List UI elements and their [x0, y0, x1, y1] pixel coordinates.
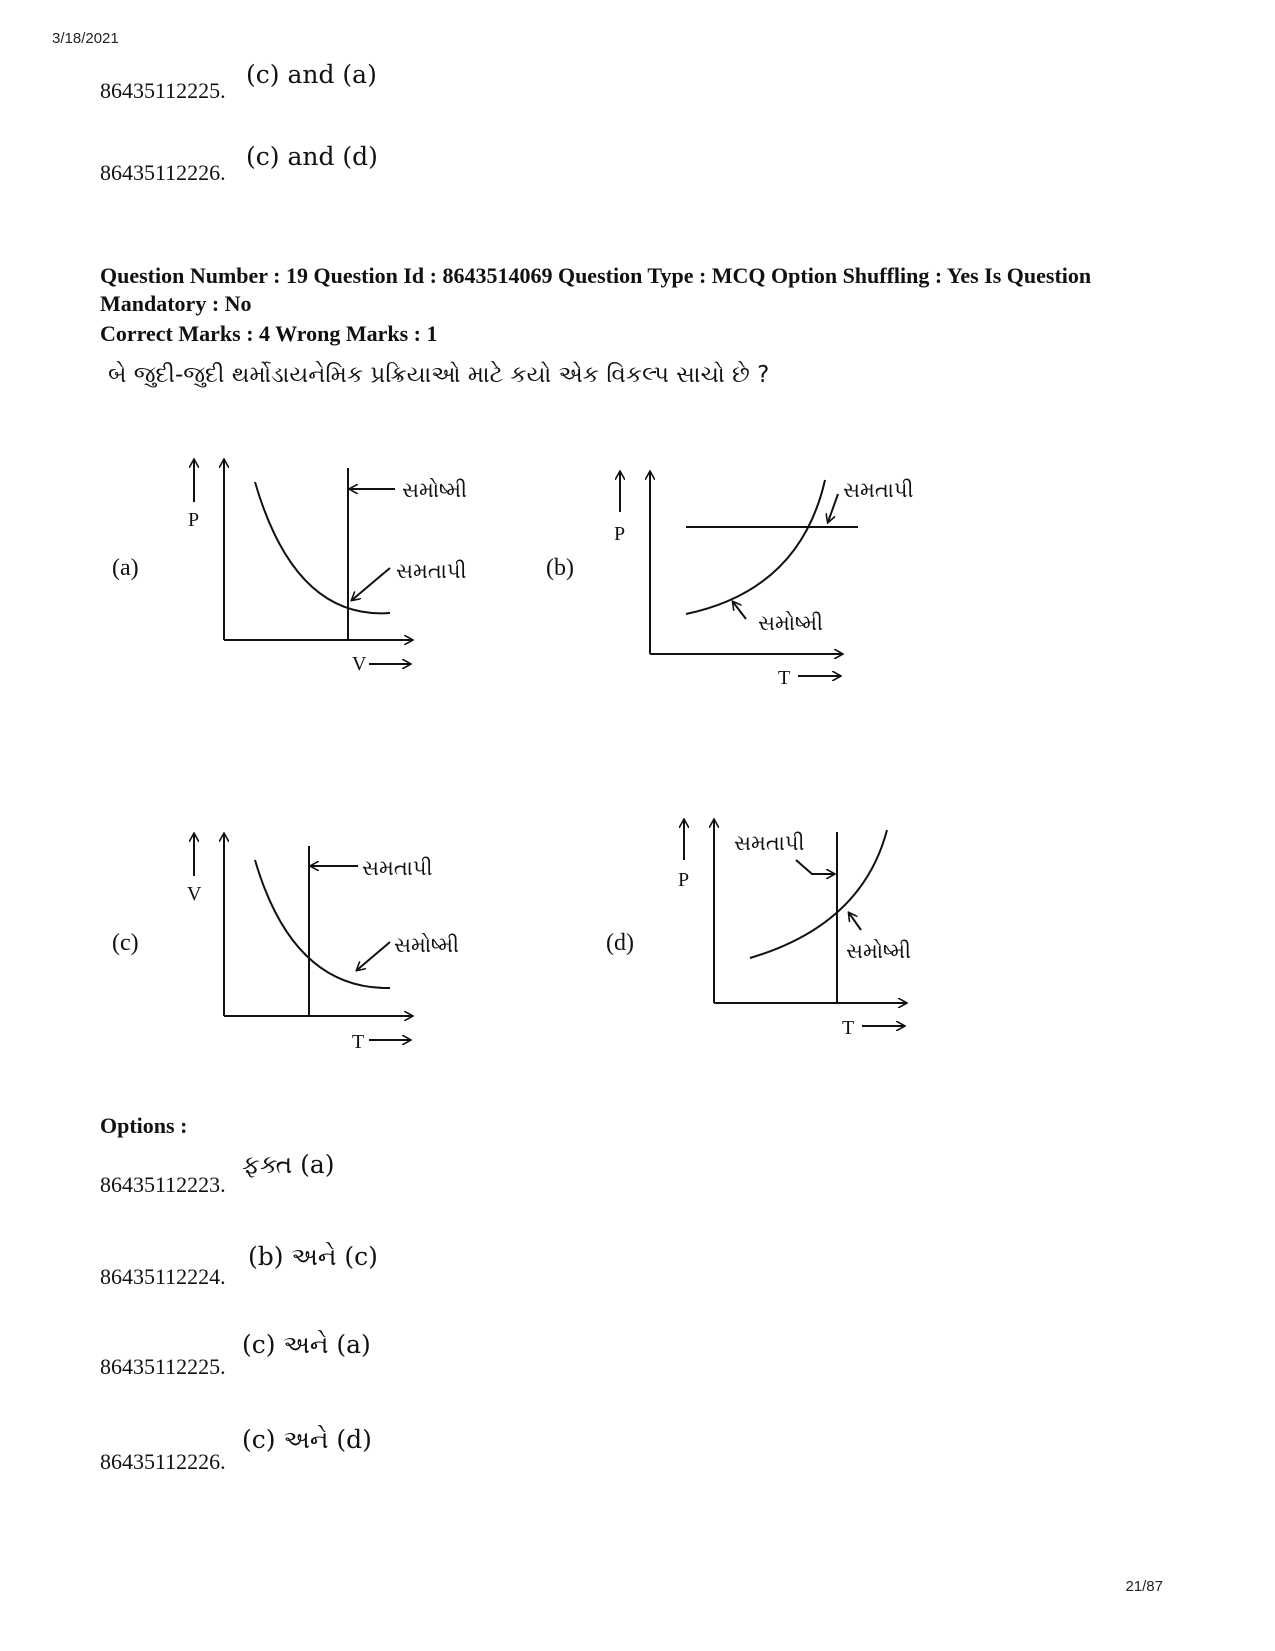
option-id: 86435112225. — [100, 1354, 226, 1379]
option-id: 86435112223. — [100, 1172, 226, 1197]
process-curve — [686, 480, 825, 614]
graph-label: (c) — [112, 930, 139, 956]
x-axis-label: T — [778, 667, 791, 689]
page-number: 21/87 — [1125, 1578, 1163, 1595]
option-text: (c) અને (a) — [242, 1330, 371, 1359]
vertical-line-label: સમતાપી — [362, 856, 433, 880]
graph-label: (d) — [606, 930, 634, 956]
label-pointer-arrow — [828, 494, 838, 522]
options-label: Options : — [100, 1113, 188, 1138]
graph-label: (b) — [546, 555, 574, 581]
question-marks: Correct Marks : 4 Wrong Marks : 1 — [100, 321, 438, 346]
option-id: 86435112225. — [100, 78, 226, 103]
graph-c — [100, 820, 520, 1080]
question-meta-line2: Mandatory : No — [100, 291, 252, 316]
vertical-line-label: સમતાપી — [734, 831, 805, 855]
label-pointer-arrow — [796, 860, 834, 874]
label-pointer-arrow — [849, 913, 861, 930]
x-axis-label: T — [842, 1017, 855, 1039]
question-meta-line1: Question Number : 19 Question Id : 8643514069 Question Type : MCQ Option Shuffling : Yes Is Question — [100, 263, 1092, 288]
horizontal-line-label: સમતાપી — [843, 478, 914, 502]
graph-d — [600, 810, 970, 1080]
y-axis-label: P — [678, 869, 690, 891]
option-text: ફક્ત (a) — [242, 1150, 335, 1179]
process-curve — [255, 482, 390, 613]
graph-a — [100, 450, 520, 710]
label-pointer-arrow — [352, 568, 390, 600]
y-axis-label: V — [187, 883, 202, 905]
option-id: 86435112226. — [100, 160, 226, 185]
option-id: 86435112224. — [100, 1264, 226, 1289]
curve-label: સમોષ્મી — [846, 939, 912, 963]
graph-label: (a) — [112, 555, 139, 581]
option-text: (b) અને (c) — [248, 1242, 378, 1271]
x-axis-label: T — [352, 1031, 365, 1053]
curve-label: સમોષ્મી — [758, 611, 824, 635]
option-text: (c) and (a) — [246, 60, 377, 89]
question-text: બે જુદી-જુદી થર્મોડાયનેમિક પ્રક્રિયાઓ માટે કયો એક વિકલ્પ સાચો છે ? — [108, 362, 770, 388]
vertical-line-label: સમોષ્મી — [402, 478, 468, 502]
graph-b — [540, 450, 970, 710]
print-date: 3/18/2021 — [52, 30, 119, 47]
label-pointer-arrow — [733, 602, 746, 619]
y-axis-label: P — [188, 509, 200, 531]
option-text: (c) and (d) — [246, 142, 378, 171]
curve-label: સમોષ્મી — [394, 933, 460, 957]
question-meta — [100, 262, 1210, 318]
curve-label: સમતાપી — [396, 559, 467, 583]
label-pointer-arrow — [357, 942, 390, 970]
option-text: (c) અને (d) — [242, 1425, 372, 1454]
x-axis-label: V — [352, 653, 367, 675]
y-axis-label: P — [614, 523, 626, 545]
option-id: 86435112226. — [100, 1449, 226, 1474]
